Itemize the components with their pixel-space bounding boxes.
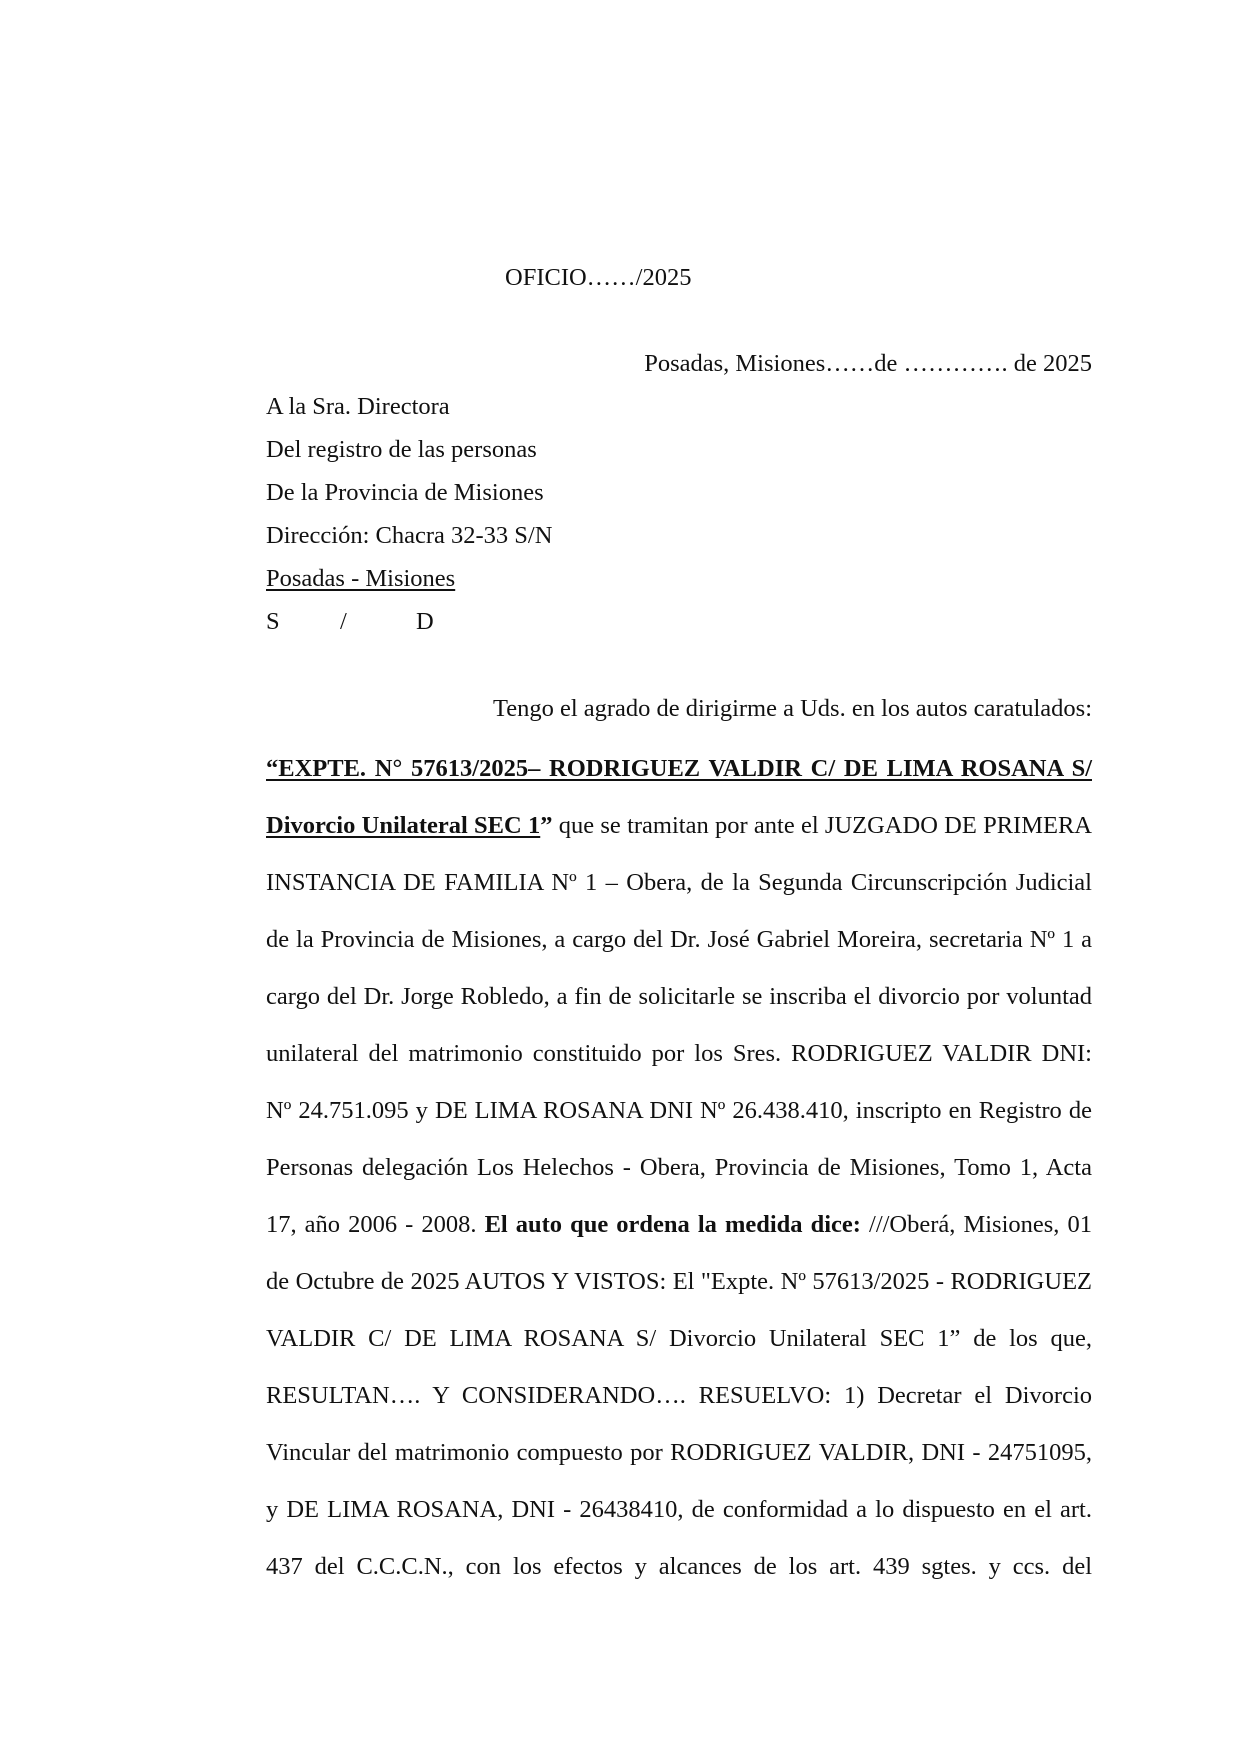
- body-line: RESULTAN…. Y CONSIDERANDO…. RESUELVO: 1) Decretar el Divorcio: [266, 1382, 1092, 1409]
- body-line: [266, 814, 1092, 839]
- body-line: Nº 24.751.095 y DE LIMA ROSANA DNI Nº 26.438.410, inscripto en Registro de: [266, 1097, 1092, 1124]
- quote-close: ”: [540, 812, 553, 839]
- body-line: y DE LIMA ROSANA, DNI - 26438410, de conformidad a lo dispuesto en el art.: [266, 1496, 1092, 1523]
- body-text: 17, año 2006 - 2008.: [266, 1211, 485, 1238]
- body-line: Vincular del matrimonio compuesto por RODRIGUEZ VALDIR, DNI - 24751095,: [266, 1439, 1092, 1466]
- body-line: unilateral del matrimonio constituido por los Sres. RODRIGUEZ VALDIR DNI:: [266, 1040, 1092, 1067]
- body-line: de la Provincia de Misiones, a cargo del Dr. José Gabriel Moreira, secretaria Nº 1 a: [266, 926, 1092, 953]
- oficio-number: OFICIO……/2025: [505, 264, 692, 291]
- body-line: 437 del C.C.C.N., con los efectos y alcances de los art. 439 sgtes. y ccs. del: [266, 1553, 1092, 1580]
- body-text: que se tramitan por ante el JUZGADO DE PRIMERA: [552, 812, 1092, 839]
- case-title-line: “EXPTE. N° 57613/2025– RODRIGUEZ VALDIR C/ DE LIMA ROSANA S/: [266, 755, 1092, 782]
- body-line: INSTANCIA DE FAMILIA Nº 1 – Obera, de la Segunda Circunscripción Judicial: [266, 869, 1092, 896]
- recipient-line: De la Provincia de Misiones: [266, 479, 544, 506]
- body-line: de Octubre de 2025 AUTOS Y VISTOS: El "Expte. Nº 57613/2025 - RODRIGUEZ: [266, 1268, 1092, 1295]
- recipient-line: Del registro de las personas: [266, 436, 537, 463]
- case-title-end: Divorcio Unilateral SEC 1: [266, 812, 541, 839]
- recipient-address: Dirección: Chacra 32-33 S/N: [266, 522, 553, 549]
- sd-slash: /: [340, 608, 347, 635]
- intro-line: Tengo el agrado de dirigirme a Uds. en los autos caratulados:: [492, 695, 1092, 722]
- body-line: VALDIR C/ DE LIMA ROSANA S/ Divorcio Unilateral SEC 1” de los que,: [266, 1325, 1092, 1352]
- sd-d: D: [416, 608, 434, 635]
- body-text: ///Oberá, Misiones, 01: [860, 1211, 1092, 1238]
- sd-s: S: [266, 608, 280, 635]
- place-date: Posadas, Misiones……de …………. de 2025: [644, 350, 1092, 377]
- body-line: [266, 1213, 1092, 1238]
- recipient-city: Posadas - Misiones: [266, 565, 456, 592]
- body-line: Personas delegación Los Helechos - Obera, Provincia de Misiones, Tomo 1, Acta: [266, 1154, 1092, 1181]
- order-heading: El auto que ordena la medida dice:: [484, 1211, 861, 1238]
- body-line: cargo del Dr. Jorge Robledo, a fin de solicitarle se inscriba el divorcio por voluntad: [266, 983, 1092, 1010]
- recipient-line: A la Sra. Directora: [266, 393, 450, 420]
